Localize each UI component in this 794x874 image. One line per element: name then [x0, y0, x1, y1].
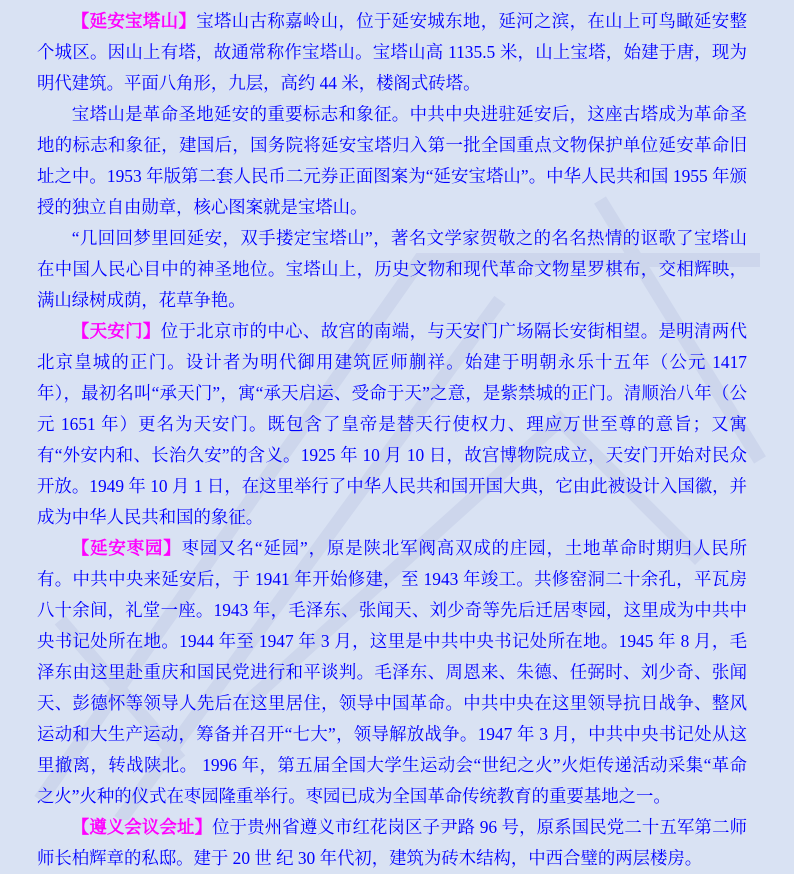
paragraph-text: 位于北京市的中心、故宫的南端，与天安门广场隔长安街相望。是明清两代北京皇城的正门。设计者为明代御用建筑匠师蒯祥。始建于明朝永乐十五年（公元 1417 年），最初名叫“承天门”，寓“承天启运、受命于天”之意，是紫禁城的正门。清顺治八年（公元 1651 年）更名为天安门。既包含了皇帝是替天行使权力、理应万世至尊的意旨；又寓有“外安内和、长治久安”的含义。1925 年 10 月 10 日，故宫博物院成立，天安门开始对民众开放。1949 年 10 月 1 日，在这里举行了中华人民共和国开国大典，它由此被设计入国徽，并成为中华人民共和国的象征。 [37, 321, 747, 527]
paragraph-text: “几回回梦里回延安，双手搂定宝塔山”，著名文学家贺敬之的名名热情的讴歌了宝塔山在中国人民心目中的神圣地位。宝塔山上，历史文物和现代革命文物星罗棋布，交相辉映，满山绿树成荫，花草争艳。 [37, 228, 747, 310]
paragraph-zunyi [37, 812, 747, 874]
paragraph-baota-poem [37, 223, 747, 316]
paragraph-zaoyuan [37, 533, 747, 812]
paragraph-baota-intro [37, 6, 747, 99]
paragraph-tiananmen [37, 316, 747, 533]
paragraph-text: 枣园又名“延园”，原是陕北军阀高双成的庄园，土地革命时期归人民所有。中共中央来延安后，于 1941 年开始修建，至 1943 年竣工。共修窑洞二十余孔，平瓦房八十余间，礼堂一座。1943 年，毛泽东、张闻天、刘少奇等先后迁居枣园，这里成为中共中央书记处所在地。1944 年至 1947 年 3 月，这里是中共中央书记处所在地。1945 年 8 月，毛泽东由这里赴重庆和国民党进行和平谈判。毛泽东、周恩来、朱德、任弼时、刘少奇、张闻天、彭德怀等领导人先后在这里居住，领导中国革命。中共中央在这里领导抗日战争、整风运动和大生产运动，筹备并召开“七大”，领导解放战争。1947 年 3 月，中共中央书记处从这里撤离，转战陕北。 1996 年，第五届全国大学生运动会“世纪之火”火炬传递活动采集“革命之火”火种的仪式在枣园隆重举行。枣园已成为全国革命传统教育的重要基地之一。 [37, 538, 747, 806]
document-body [37, 6, 747, 874]
paragraph-text: 宝塔山是革命圣地延安的重要标志和象征。中共中央进驻延安后，这座古塔成为革命圣地的标志和象征，建国后，国务院将延安宝塔归入第一批全国重点文物保护单位延安革命旧址之中。1953 年版第二套人民币二元券正面图案为“延安宝塔山”。中华人民共和国 1955 年颁授的独立自由勋章，核心图案就是宝塔山。 [37, 104, 747, 217]
paragraph-text: 宝塔山古称嘉岭山，位于延安城东地，延河之滨，在山上可鸟瞰延安整个城区。因山上有塔，故通常称作宝塔山。宝塔山高 1135.5 米，山上宝塔，始建于唐，现为明代建筑。平面八角形，九层，高约 44 米，楼阁式砖塔。 [37, 11, 747, 93]
section-heading: 【延安枣园】 [71, 538, 182, 558]
section-heading: 【天安门】 [71, 321, 161, 341]
section-heading: 【遵义会议会址】 [71, 817, 213, 837]
section-heading: 【延安宝塔山】 [71, 11, 197, 31]
paragraph-text: 位于贵州省遵义市红花岗区子尹路 96 号，原系国民党二十五军第二师师长柏辉章的私邸。建于 20 世 纪 30 年代初，建筑为砖木结构，中西合璧的两层楼房。 [37, 817, 747, 868]
paragraph-baota-symbol [37, 99, 747, 223]
